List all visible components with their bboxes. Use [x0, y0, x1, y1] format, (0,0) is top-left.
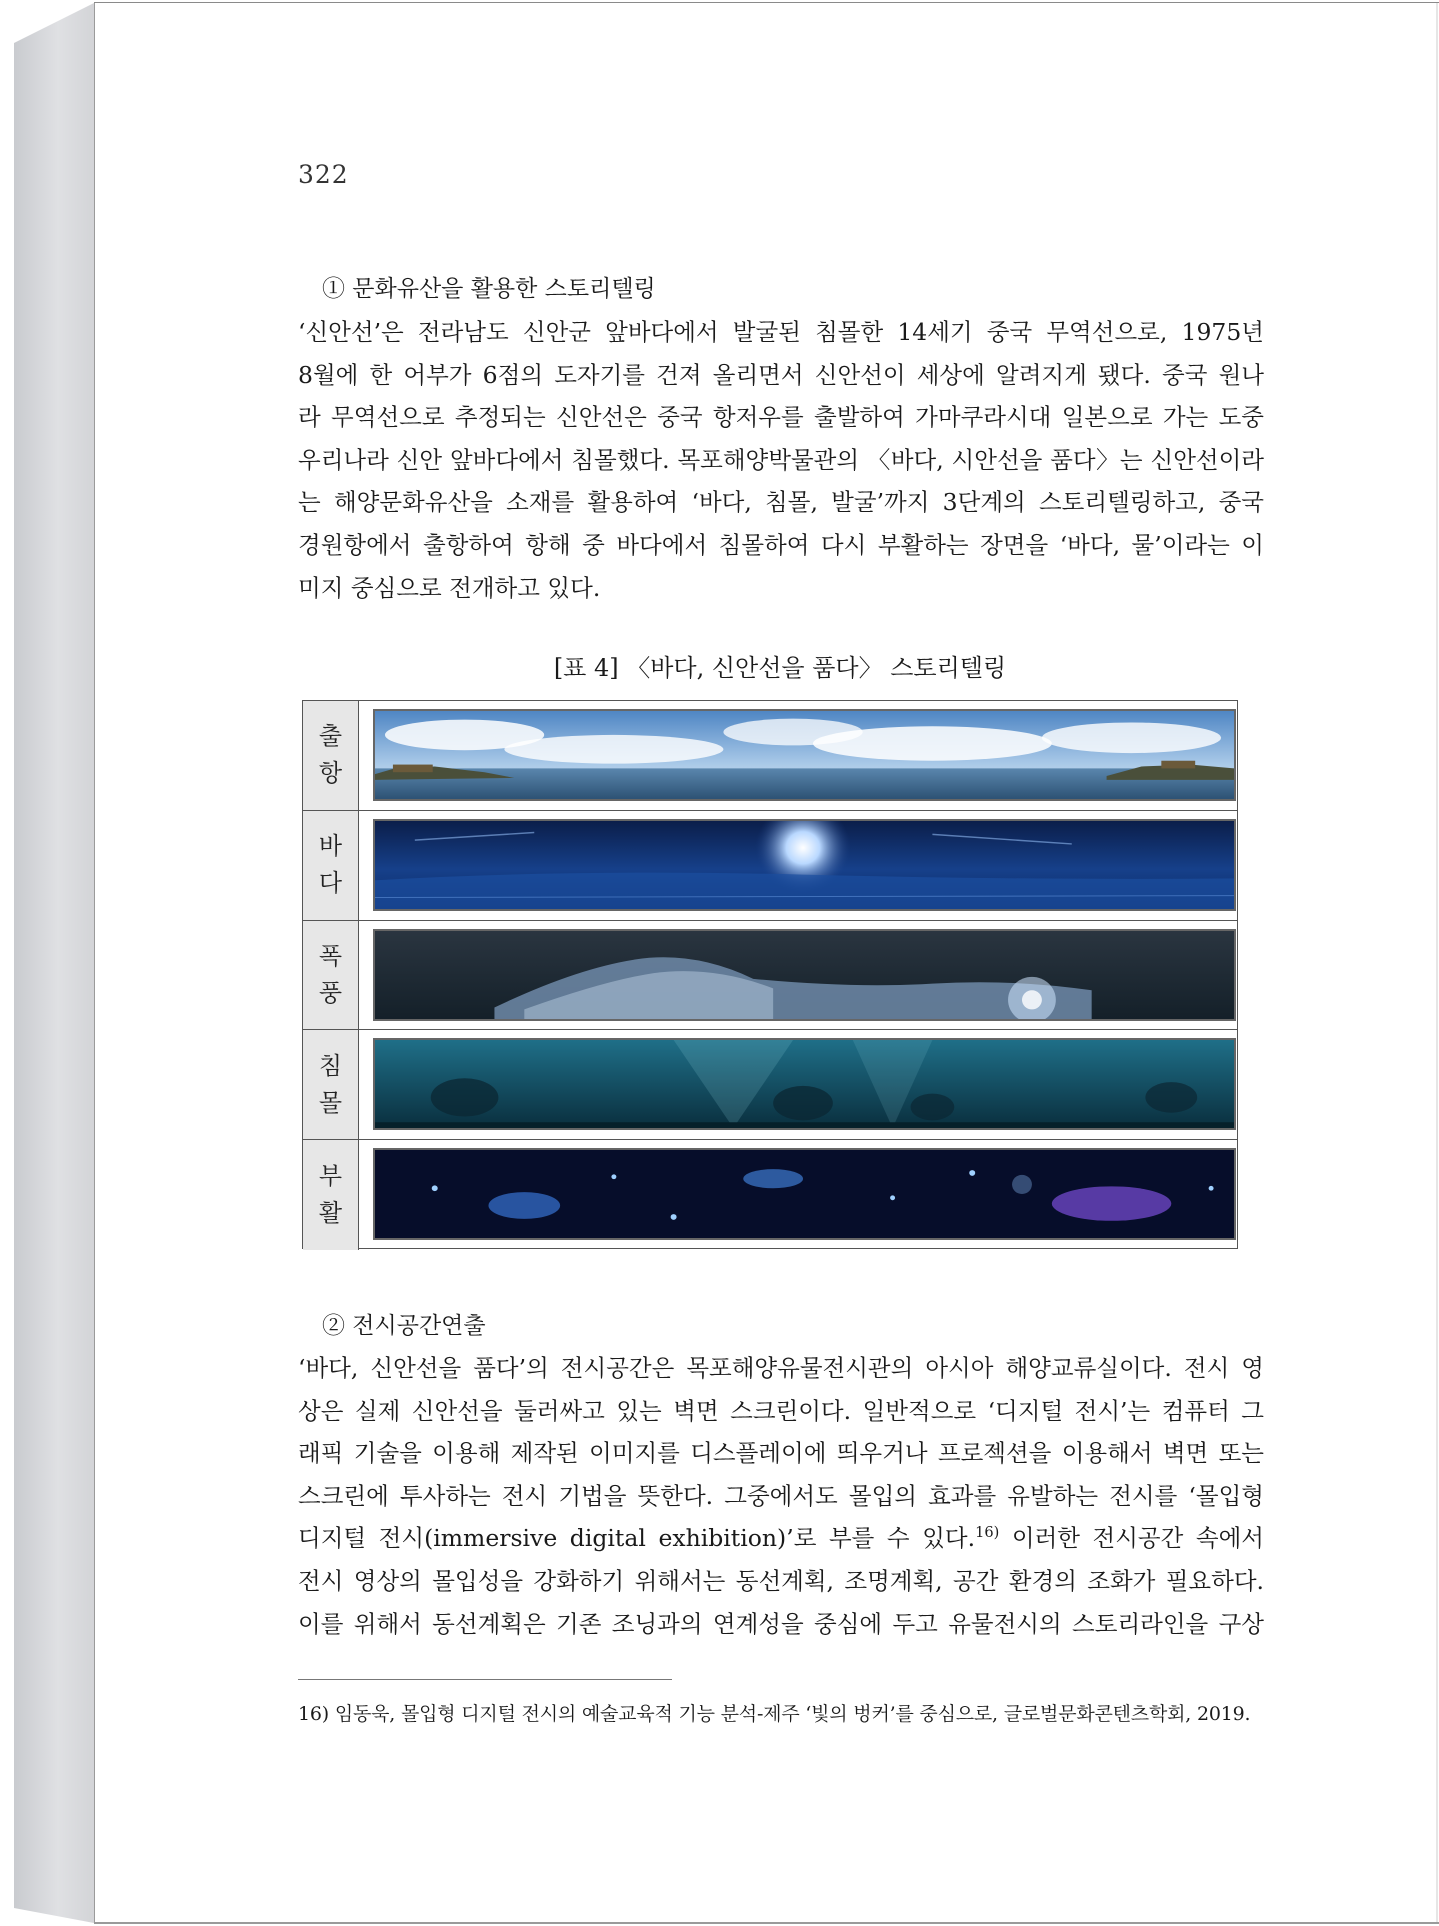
glowing-sea-creatures-image: [373, 1148, 1236, 1240]
page-number: 322: [298, 160, 349, 189]
paragraph-line: 8월에 한 어부가 6점의 도자기를 건져 올리면서 신안선이 세상에 알려지게 됐다. 중국 원나: [298, 360, 1264, 389]
table-row: [303, 811, 1237, 921]
page-border-bottom: [94, 1922, 1439, 1924]
row-label: [303, 701, 359, 810]
table-caption: [표 4] 〈바다, 신안선을 품다〉 스토리텔링: [553, 654, 1007, 682]
row-label-char: 풍: [318, 978, 343, 1007]
paragraph-line: 스크린에 투사하는 전시 기법을 뜻한다. 그중에서도 몰입의 효과를 유발하는 전시를 ‘몰입형: [298, 1481, 1264, 1510]
paragraph-line: 상은 실제 신안선을 둘러싸고 있는 벽면 스크린이다. 일반적으로 ‘디지털 전시’는 컴퓨터 그: [298, 1396, 1264, 1425]
paragraph-line: ‘신안선’은 전라남도 신안군 앞바다에서 발굴된 침몰한 14세기 중국 무역선으로, 1975년: [298, 318, 1264, 346]
paragraph-line: 미지 중심으로 전개하고 있다.: [298, 573, 601, 602]
row-label: [303, 921, 359, 1030]
paragraph-line: 이를 위해서 동선계획은 기존 조닝과의 연계성을 중심에 두고 유물전시의 스토리라인을 구상: [298, 1609, 1264, 1638]
storytelling-table: [302, 700, 1238, 1249]
storm-wave-image: [373, 929, 1236, 1021]
page-border-top: [94, 2, 1439, 3]
paragraph-text: 디지털 전시(immersive digital exhibition)’로 부를 수 있다.: [298, 1524, 976, 1553]
row-label: [303, 1030, 359, 1139]
paragraph-line: 전시 영상의 몰입성을 강화하기 위해서는 동선계획, 조명계획, 공간 환경의 조화가 필요하다.: [298, 1566, 1264, 1595]
footnote: 16) 임동욱, 몰입형 디지털 전시의 예술교육적 기능 분석-제주 ‘빛의 벙커’를 중심으로, 글로벌문화콘텐츠학회, 2019.: [298, 1703, 1251, 1725]
footnote-divider: [298, 1679, 672, 1680]
section1-paragraph: [298, 311, 1264, 609]
table-row: [303, 1030, 1237, 1140]
paragraph-line: 는 해양문화유산을 소재를 활용하여 ‘바다, 침몰, 발굴’까지 3단계의 스토리텔링하고, 중국: [298, 488, 1264, 517]
table-row: [303, 1140, 1237, 1250]
paragraph-line: 라 무역선으로 추정되는 신안선은 중국 항저우를 출발하여 가마쿠라시대 일본으로 가는 도중: [298, 403, 1264, 432]
harbor-departure-image: [373, 709, 1236, 801]
row-label-char: 침: [318, 1051, 343, 1080]
section-heading-storytelling: ① 문화유산을 활용한 스토리텔링: [322, 276, 656, 302]
footnote-reference: 16): [975, 1524, 1000, 1542]
row-label-char: 다: [318, 869, 343, 898]
book-spine: [14, 3, 94, 1923]
paragraph-line: ‘바다, 신안선을 품다’의 전시공간은 목포해양유물전시관의 아시아 해양교류실이다. 전시 영: [298, 1354, 1264, 1382]
paragraph-line: [298, 1517, 1264, 1560]
row-label-char: 폭: [318, 941, 343, 970]
sea-moon-image: [373, 819, 1236, 911]
section2-paragraph: [298, 1347, 1264, 1645]
row-label-char: 항: [318, 759, 343, 788]
paragraph-line: 우리나라 신안 앞바다에서 침몰했다. 목포해양박물관의 〈바다, 시안선을 품다〉는 신안선이라: [298, 445, 1264, 474]
row-label: [303, 811, 359, 920]
row-label-char: 부: [318, 1162, 343, 1191]
paragraph-text: 이러한 전시공간 속에서: [999, 1524, 1264, 1553]
table-row: [303, 701, 1237, 811]
paragraph-line: 경원항에서 출항하여 항해 중 바다에서 침몰하여 다시 부활하는 장면을 ‘바다, 물’이라는 이: [298, 530, 1264, 559]
paragraph-line: 래픽 기술을 이용해 제작된 이미지를 디스플레이에 띄우거나 프로젝션을 이용해서 벽면 또는: [298, 1439, 1264, 1468]
underwater-sinking-image: [373, 1038, 1236, 1130]
section-heading-exhibition-space: ② 전시공간연출: [322, 1313, 486, 1339]
row-label-char: 몰: [318, 1088, 343, 1117]
row-label-char: 활: [318, 1199, 343, 1228]
row-label: [303, 1140, 359, 1250]
row-label-char: 출: [318, 722, 343, 751]
row-label-char: 바: [318, 832, 343, 861]
table-row: [303, 921, 1237, 1031]
